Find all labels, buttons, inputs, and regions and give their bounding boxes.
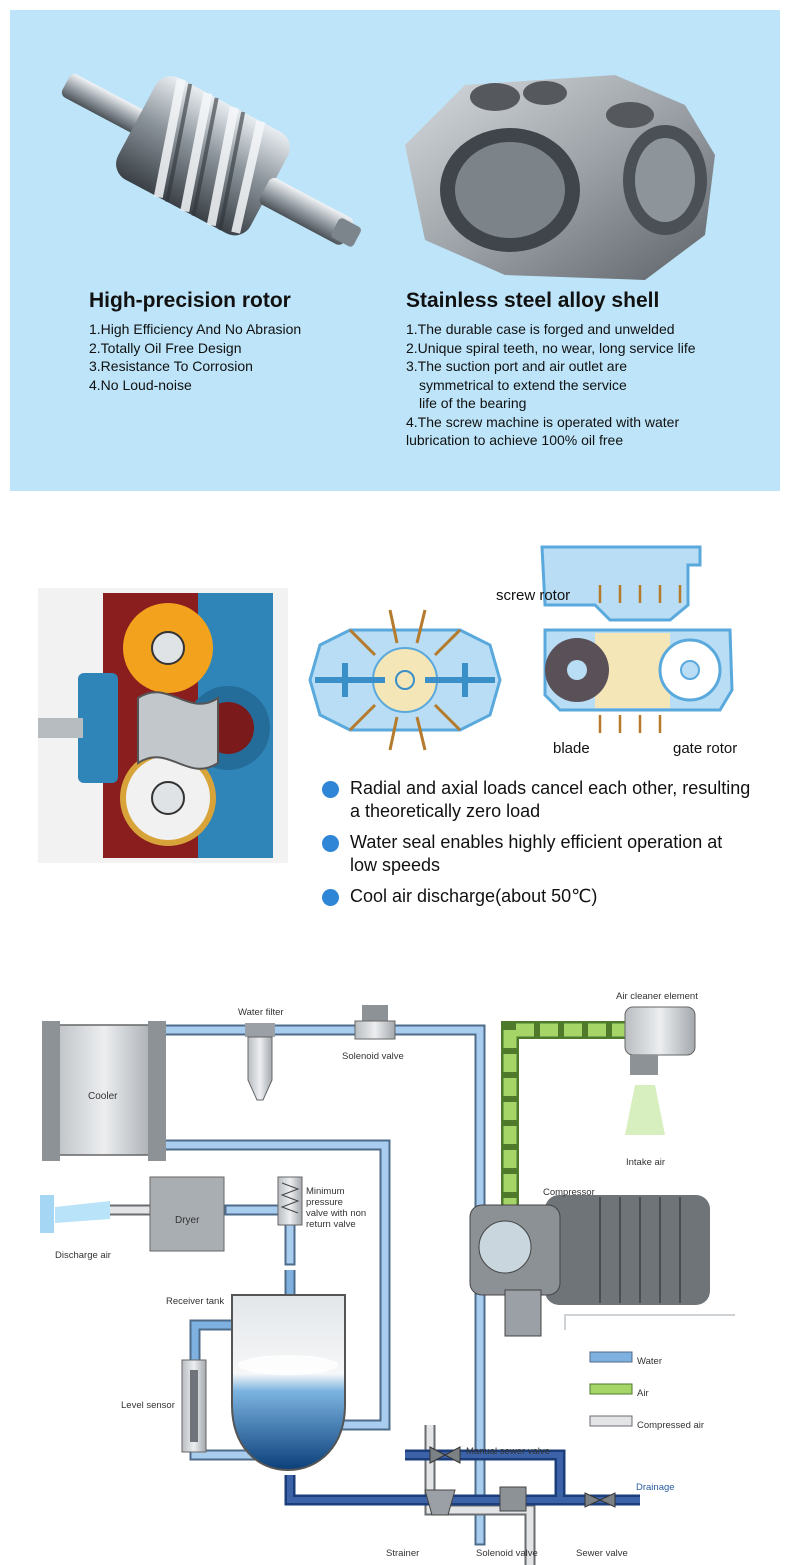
rotor-feature-list xyxy=(89,320,301,394)
sewer-valve-label: Sewer valve xyxy=(576,1548,628,1559)
compressor-cutaway-image xyxy=(38,588,288,863)
bullet-dot-icon xyxy=(322,835,339,852)
legend-air: Air xyxy=(637,1388,649,1399)
list-item: 4.The screw machine is operated with water xyxy=(406,413,680,430)
bullet-text: Water seal enables highly efficient operation at low speeds xyxy=(350,832,723,875)
solenoid-valve-top-label: Solenoid valve xyxy=(342,1051,404,1062)
features-panel xyxy=(10,10,780,491)
list-item: 2.Unique spiral teeth, no wear, long service life xyxy=(406,339,696,356)
level-sensor-label: Level sensor xyxy=(121,1400,175,1411)
gate-rotor-schematic xyxy=(540,545,735,745)
cooler-label: Cooler xyxy=(88,1091,118,1102)
list-item xyxy=(322,777,752,823)
solenoid-valve-bottom-label: Solenoid valve xyxy=(476,1548,538,1559)
list-item xyxy=(322,885,752,908)
manual-sewer-label: Manual sewer valve xyxy=(466,1446,550,1457)
legend-compressed-air: Compressed air xyxy=(637,1420,705,1431)
drainage-label: Drainage xyxy=(636,1482,675,1493)
intake-air-label: Intake air xyxy=(626,1157,666,1168)
bullet-dot-icon xyxy=(322,781,339,798)
list-item: 1.The durable case is forged and unwelded xyxy=(406,321,675,337)
label-line: valve with non xyxy=(306,1208,367,1219)
list-item xyxy=(322,831,752,877)
receiver-tank-label: Receiver tank xyxy=(166,1296,225,1307)
dryer-label: Dryer xyxy=(175,1215,200,1226)
shell-title: Stainless steel alloy shell xyxy=(406,289,660,312)
list-item: lubrication to achieve 100% oil free xyxy=(406,432,624,448)
mechanism-section xyxy=(0,530,790,930)
list-item: 3.The suction port and air outlet are xyxy=(406,358,628,374)
shell-photo xyxy=(385,65,725,285)
rotor-load-schematic xyxy=(305,605,505,755)
list-item: 2.Totally Oil Free Design xyxy=(89,339,242,356)
compressor-label: Compressor xyxy=(543,1187,595,1198)
mechanism-bullet-list xyxy=(322,777,752,916)
water-filter-label: Water filter xyxy=(238,1007,284,1018)
blade-label: blade xyxy=(553,740,590,757)
strainer-label: Strainer xyxy=(386,1548,420,1559)
bullet-dot-icon xyxy=(322,889,339,906)
list-item: 1.High Efficiency And No Abrasion xyxy=(89,321,302,337)
discharge-air-label: Discharge air xyxy=(55,1250,111,1261)
list-item: 4.No Loud-noise xyxy=(89,376,192,393)
bullet-text: Cool air discharge(about 50℃) xyxy=(350,886,598,906)
air-cleaner-label: Air cleaner element xyxy=(616,991,698,1002)
rotor-title: High-precision rotor xyxy=(89,289,291,312)
legend-water: Water xyxy=(637,1356,662,1367)
label-line: return valve xyxy=(306,1219,356,1230)
rotor-photo xyxy=(50,50,380,280)
system-flow-diagram xyxy=(0,985,790,1565)
list-item: 3.Resistance To Corrosion xyxy=(89,358,253,374)
min-pressure-label xyxy=(306,1186,366,1230)
flow-diagram-graphic xyxy=(0,985,790,1565)
screw-rotor-label: screw rotor xyxy=(496,587,571,604)
gate-rotor-label: gate rotor xyxy=(673,740,738,757)
list-item: symmetrical to extend the service xyxy=(419,376,627,393)
bullet-text: Radial and axial loads cancel each other, resulting a theoretically zero load xyxy=(350,778,751,821)
label-line: Minimum xyxy=(306,1186,345,1197)
list-item: life of the bearing xyxy=(419,395,527,411)
label-line: pressure xyxy=(306,1197,343,1208)
shell-feature-list xyxy=(406,320,696,450)
